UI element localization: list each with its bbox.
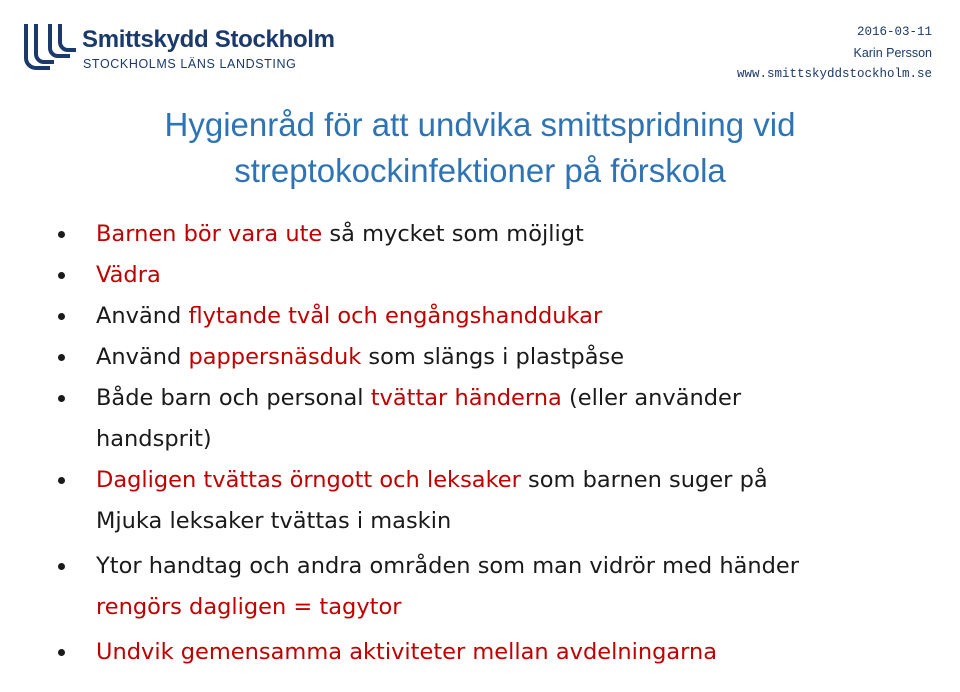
slide-author: Karin Persson [853,46,932,60]
list-item [58,546,938,587]
body-text: Mjuka leksaker tvättas i maskin [96,508,452,534]
highlight-text: Dagligen tvättas örngott och leksaker [96,467,521,493]
bullet-list [58,214,938,673]
highlight-text: Barnen bör vara ute [96,221,323,247]
highlight-text: tvättar händerna [370,385,562,411]
list-item [58,378,938,419]
highlight-text: Undvik gemensamma aktiviteter mellan avdelningarna [96,639,718,665]
highlight-text: pappersnäsduk [188,344,362,370]
slide-meta [737,22,932,85]
list-item [58,214,938,255]
slide-title [0,102,960,194]
highlight-text: rengörs dagligen = tagytor [96,594,402,620]
list-item [58,255,938,296]
title-line-1: Hygienråd för att undvika smittspridning vid [164,106,796,143]
body-text: (eller använder [561,385,742,411]
list-item [58,296,938,337]
body-text: handsprit) [96,426,212,452]
logo-name: Smittskydd Stockholm [82,26,335,53]
smittskydd-logo [20,22,380,72]
body-text: så mycket som möjligt [322,221,584,247]
sll-logo-icon [20,22,80,72]
list-item [58,337,938,378]
list-item-continuation [58,587,938,628]
slide-url: www.smittskyddstockholm.se [736,67,932,81]
highlight-text: Vädra [96,262,161,288]
body-text: Ytor handtag och andra områden som man vidrör med händer [96,553,800,579]
body-text: Både barn och personal [96,385,371,411]
slide-date: 2016-03-11 [856,25,932,39]
list-item [58,632,938,673]
body-text: Använd [96,303,189,329]
list-item-continuation [58,419,938,460]
highlight-text: flytande tvål och engångshanddukar [188,303,603,329]
body-text: som slängs i plastpåse [361,344,625,370]
body-text: som barnen suger på [520,467,768,493]
list-item [58,460,938,501]
list-item-continuation [58,501,938,542]
logo-subtitle: STOCKHOLMS LÄNS LANDSTING [83,57,297,71]
title-line-2: streptokockinfektioner på förskola [234,152,726,189]
slide-header [0,0,960,98]
body-text: Använd [96,344,189,370]
